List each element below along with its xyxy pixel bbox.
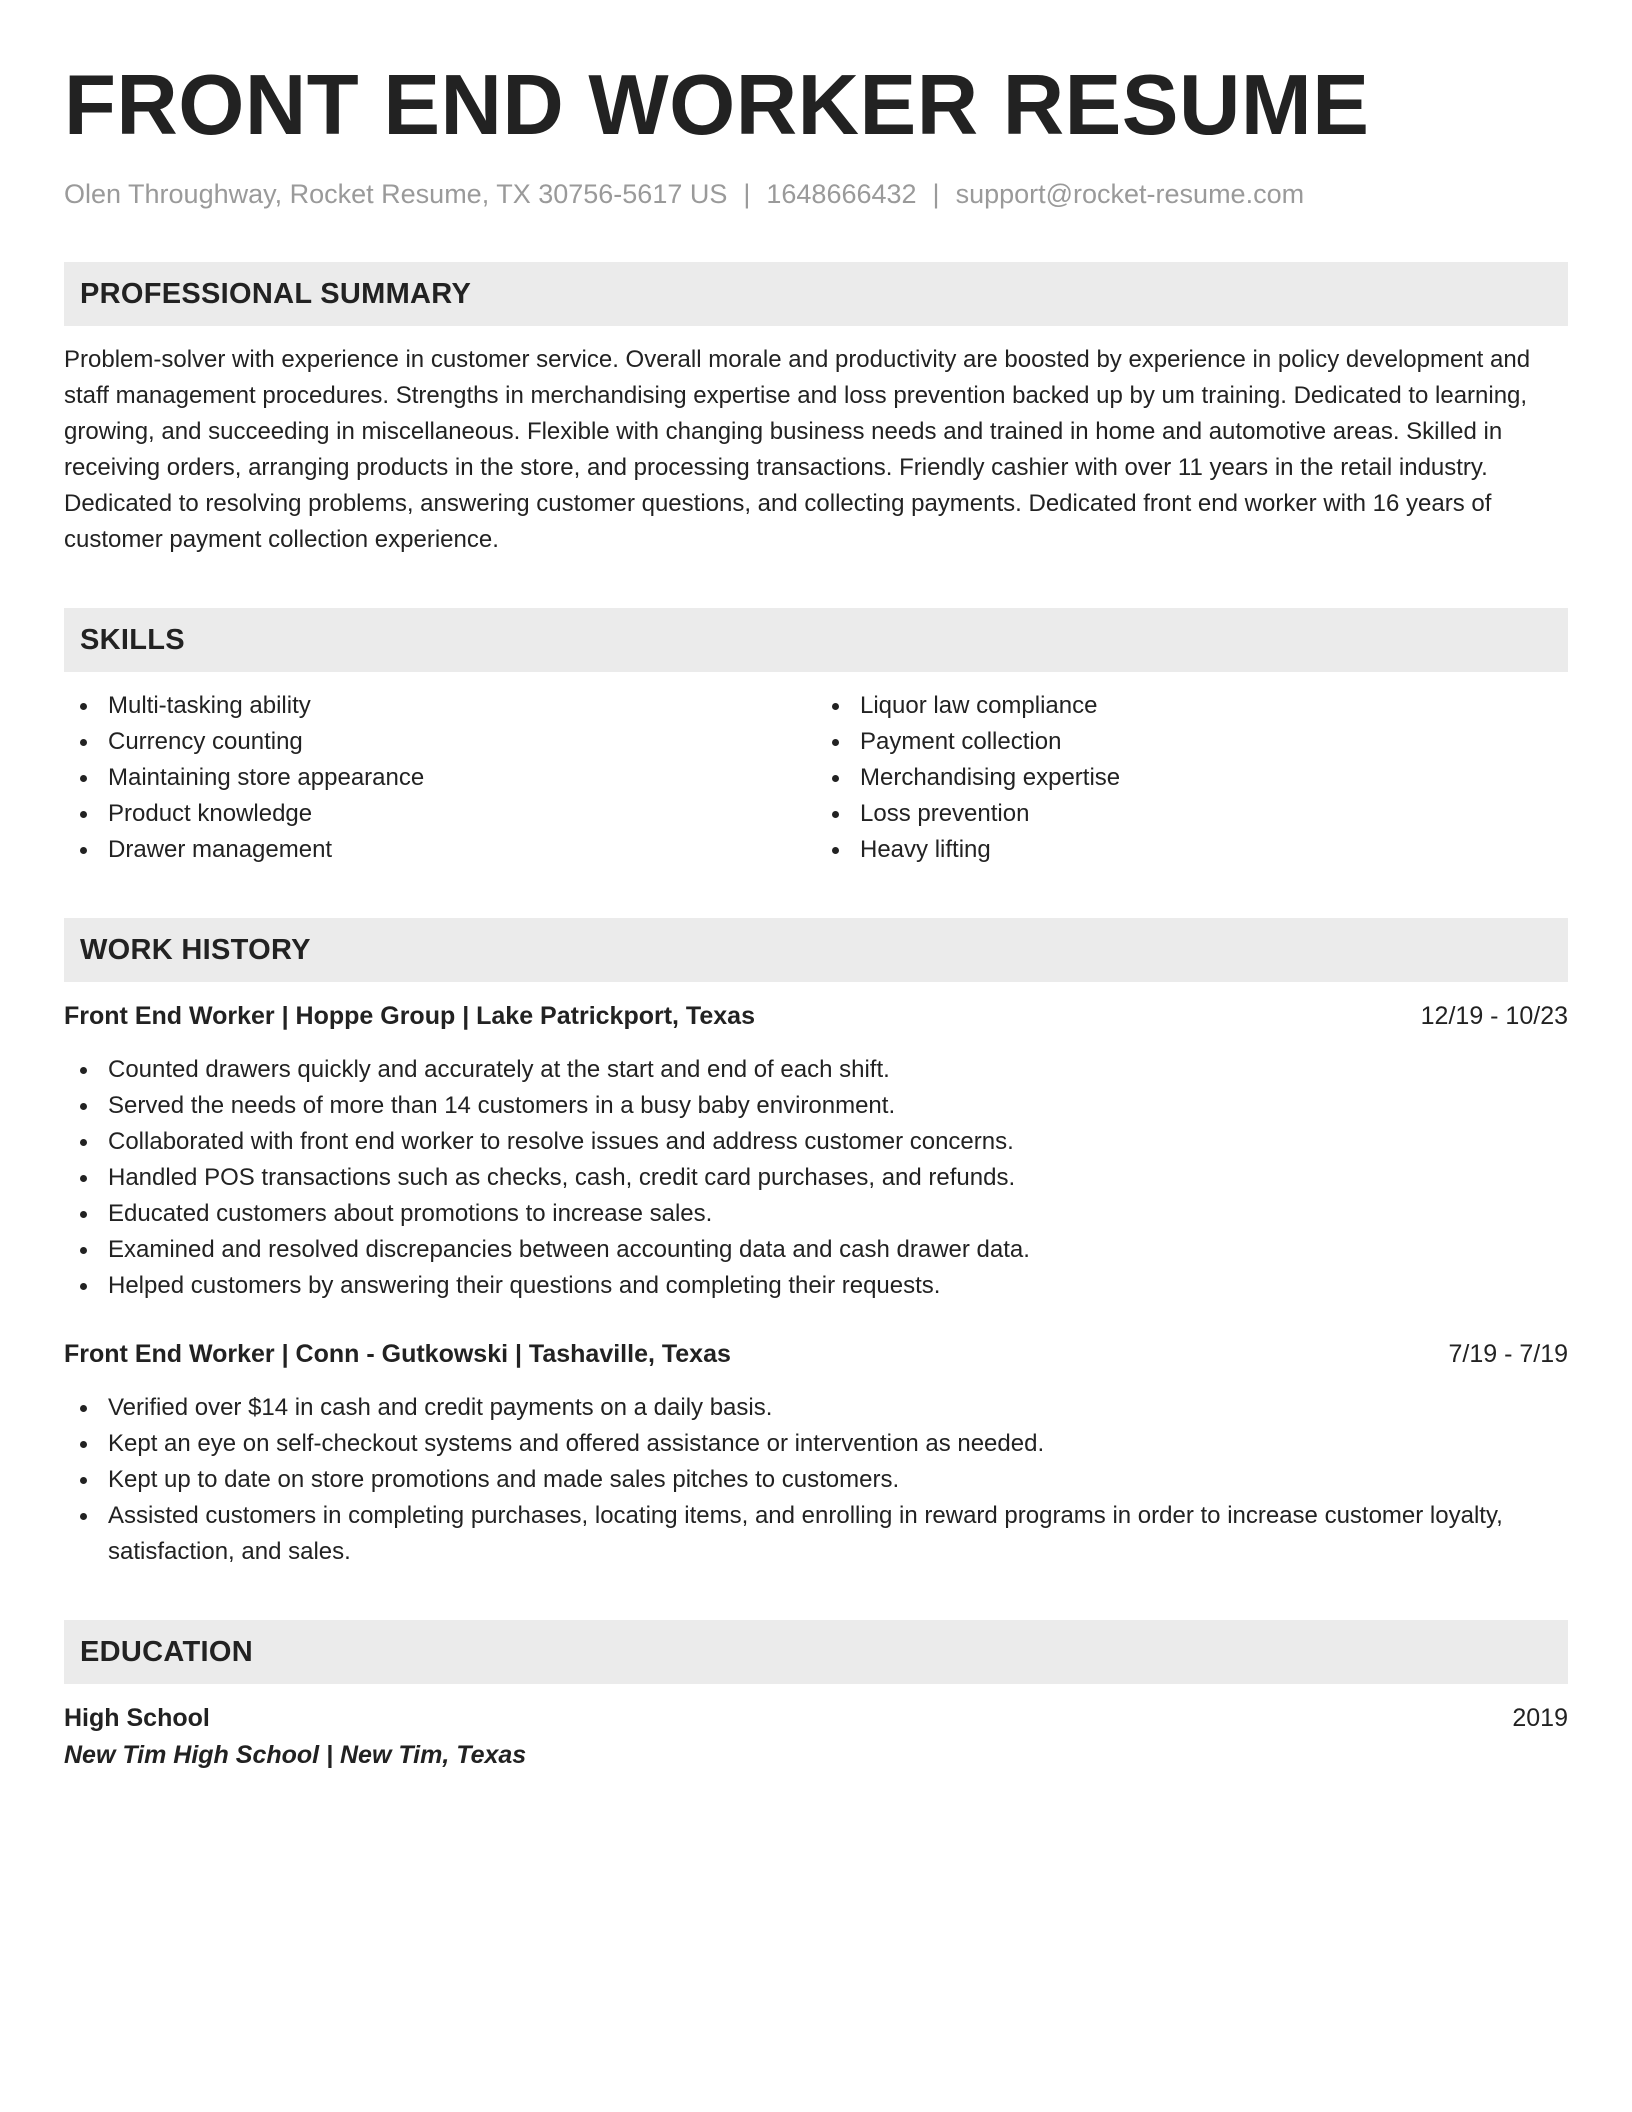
education-degree: High School xyxy=(64,1704,210,1732)
contact-line xyxy=(64,176,1568,212)
skill-item: Liquor law compliance xyxy=(816,688,1568,724)
education-entry xyxy=(64,1700,1568,1774)
job-duty-item: Verified over $14 in cash and credit payments on a daily basis. xyxy=(64,1390,1568,1426)
skill-item: Product knowledge xyxy=(64,796,816,832)
job-dates: 7/19 - 7/19 xyxy=(1448,1340,1568,1368)
skill-item: Drawer management xyxy=(64,832,816,868)
job-header xyxy=(64,1336,1568,1372)
skill-item: Maintaining store appearance xyxy=(64,760,816,796)
job-duty-item: Collaborated with front end worker to resolve issues and address customer concerns. xyxy=(64,1124,1568,1160)
skills-heading: SKILLS xyxy=(64,608,1568,672)
job-header xyxy=(64,998,1568,1034)
job-entry xyxy=(64,998,1568,1304)
skill-item: Heavy lifting xyxy=(816,832,1568,868)
job-title: Front End Worker | Conn - Gutkowski | Tashaville, Texas xyxy=(64,1340,731,1368)
job-duty-item: Handled POS transactions such as checks, cash, credit card purchases, and refunds. xyxy=(64,1160,1568,1196)
skills-column-right xyxy=(816,688,1568,868)
education-year: 2019 xyxy=(1512,1704,1568,1732)
job-duty-item: Served the needs of more than 14 customers in a busy baby environment. xyxy=(64,1088,1568,1124)
job-duty-item: Examined and resolved discrepancies between accounting data and cash drawer data. xyxy=(64,1232,1568,1268)
job-title: Front End Worker | Hoppe Group | Lake Patrickport, Texas xyxy=(64,1002,755,1030)
contact-separator: | xyxy=(743,179,751,209)
job-duty-item: Assisted customers in completing purchases, locating items, and enrolling in reward programs in order to increase customer loyalty, satisfaction, and sales. xyxy=(64,1498,1568,1570)
job-duty-item: Counted drawers quickly and accurately at the start and end of each shift. xyxy=(64,1052,1568,1088)
contact-address: Olen Throughway, Rocket Resume, TX 30756-5617 US xyxy=(64,179,728,209)
education-header xyxy=(64,1700,1568,1736)
skill-item: Payment collection xyxy=(816,724,1568,760)
skill-item: Currency counting xyxy=(64,724,816,760)
job-entry xyxy=(64,1336,1568,1570)
job-duty-item: Kept an eye on self-checkout systems and offered assistance or intervention as needed. xyxy=(64,1426,1568,1462)
skills-list xyxy=(64,688,1568,868)
contact-separator: | xyxy=(932,179,940,209)
skill-item: Multi-tasking ability xyxy=(64,688,816,724)
skill-item: Merchandising expertise xyxy=(816,760,1568,796)
education-school: New Tim High School | New Tim, Texas xyxy=(64,1741,527,1769)
work-history-heading: WORK HISTORY xyxy=(64,918,1568,982)
summary-heading: PROFESSIONAL SUMMARY xyxy=(64,262,1568,326)
job-duty-item: Educated customers about promotions to increase sales. xyxy=(64,1196,1568,1232)
resume-title: FRONT END WORKER RESUME xyxy=(64,58,1370,153)
education-heading: EDUCATION xyxy=(64,1620,1568,1684)
job-duty-item: Helped customers by answering their questions and completing their requests. xyxy=(64,1268,1568,1304)
skill-item: Loss prevention xyxy=(816,796,1568,832)
contact-phone: 1648666432 xyxy=(766,179,917,209)
skills-column-left xyxy=(64,688,816,868)
job-duties xyxy=(64,1390,1568,1570)
job-duty-item: Kept up to date on store promotions and made sales pitches to customers. xyxy=(64,1462,1568,1498)
job-duties xyxy=(64,1052,1568,1304)
contact-email: support@rocket-resume.com xyxy=(955,179,1305,209)
summary-text: Problem-solver with experience in customer service. Overall morale and productivity are boosted by experience in policy development and staff management procedures. Strengths in merchandising expertise and loss prevention backed up by um training. Dedicated to learning, growing, and succeeding in miscellaneous. Flexible with changing business needs and trained in home and automotive areas. Skilled in receiving orders, arranging products in the store, and processing transactions. Friendly cashier with over 11 years in the retail industry. Dedicated to resolving problems, answering customer questions, and collecting payments. Dedicated front end worker with 16 years of customer payment collection experience. xyxy=(64,346,1531,553)
job-dates: 12/19 - 10/23 xyxy=(1420,1002,1568,1030)
